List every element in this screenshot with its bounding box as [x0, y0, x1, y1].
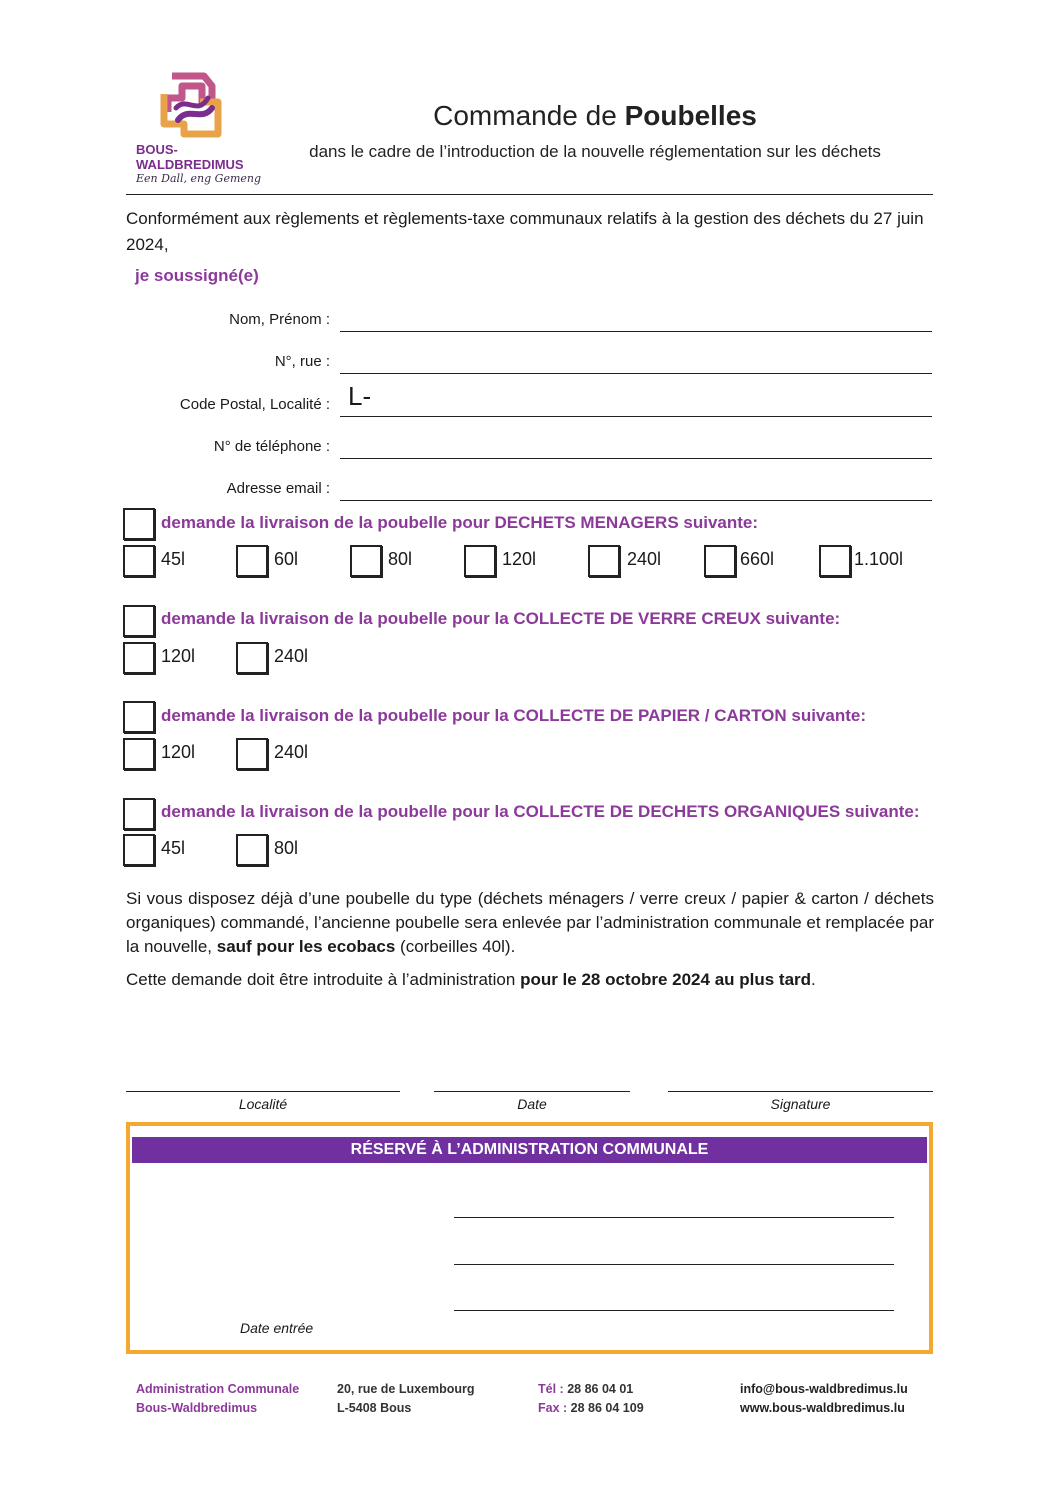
admin-line-3: [454, 1310, 894, 1311]
option-verre-120l-checkbox[interactable]: [123, 642, 155, 674]
logo-text-line1: BOUS-: [136, 142, 178, 157]
signature-line[interactable]: [668, 1091, 933, 1092]
rue-input[interactable]: [340, 373, 932, 374]
code-postal-value: L-: [348, 381, 372, 411]
field-label-code-postal: Code Postal, Localité :: [179, 396, 330, 413]
option-menagers-80l-label: 80l: [388, 549, 413, 569]
option-organiques-45l-label: 45l: [161, 838, 186, 858]
section-menagers-label: demande la livraison de la poubelle pour DECHETS MENAGERS suivante:: [161, 513, 759, 532]
footer-contact: [740, 1380, 908, 1418]
intro-text: Conformément aux règlements et règlements-taxe communaux relatifs à la gestion des déchets du 27 juin 2024,: [126, 209, 924, 254]
admin-line-1: [454, 1217, 894, 1218]
localite-label: Localité: [238, 1096, 288, 1112]
admin-line-2: [454, 1264, 894, 1265]
option-papier-120l-checkbox[interactable]: [123, 738, 155, 770]
section-organiques-label: demande la livraison de la poubelle pour la COLLECTE DE DECHETS ORGANIQUES suivante:: [161, 802, 920, 821]
option-verre-240l-label: 240l: [274, 646, 309, 666]
field-label-email: Adresse email :: [226, 480, 330, 497]
admin-reserved-title: RÉSERVÉ À L’ADMINISTRATION COMMUNALE: [132, 1137, 927, 1163]
option-menagers-45l-label: 45l: [161, 549, 186, 569]
notice-paragraph-1: Si vous disposez déjà d’une poubelle du type (déchets ménagers / verre creux / papier & carton / déchets organiques) commandé, l’ancienne poubelle sera enlevée par l’administration communale et remplacée par la nouvelle, sauf pour les ecobacs (corbeilles 40l).: [126, 889, 934, 956]
option-menagers-80l-checkbox[interactable]: [350, 545, 382, 577]
notice-paragraph-2: Cette demande doit être introduite à l’administration pour le 28 octobre 2024 au plus tard.: [126, 970, 816, 989]
footer-phone-fax: Tél : 28 86 04 01 Fax : 28 86 04 109: [538, 1382, 644, 1415]
option-menagers-1100l-label: 1.100l: [854, 549, 904, 569]
option-verre-120l-label: 120l: [161, 646, 196, 666]
logo-tagline: Een Dall, eng Gemeng: [136, 172, 262, 185]
option-menagers-1100l-checkbox[interactable]: [819, 545, 851, 577]
section-papier-label: demande la livraison de la poubelle pour la COLLECTE DE PAPIER / CARTON suivante:: [161, 706, 867, 725]
option-verre-240l-checkbox[interactable]: [236, 642, 268, 674]
option-menagers-240l-checkbox[interactable]: [588, 545, 620, 577]
section-organiques-checkbox[interactable]: [123, 798, 155, 830]
option-organiques-80l-label: 80l: [274, 838, 299, 858]
option-menagers-660l-label: 660l: [740, 549, 775, 569]
telephone-input[interactable]: [340, 458, 932, 459]
date-signature-line[interactable]: [434, 1091, 630, 1092]
option-organiques-80l-checkbox[interactable]: [236, 834, 268, 866]
section-papier-checkbox[interactable]: [123, 701, 155, 733]
option-papier-120l-label: 120l: [161, 742, 196, 762]
footer-address: 20, rue de Luxembourg L-5408 Bous: [337, 1382, 475, 1415]
footer-website-link[interactable]: www.bous-waldbredimus.lu: [740, 1401, 905, 1415]
field-label-nom: Nom, Prénom :: [229, 311, 330, 328]
section-verre-checkbox[interactable]: [123, 605, 155, 637]
date-entree-label: Date entrée: [240, 1320, 314, 1336]
field-label-rue: N°, rue :: [274, 353, 330, 370]
option-papier-240l-checkbox[interactable]: [236, 738, 268, 770]
option-menagers-120l-label: 120l: [502, 549, 537, 569]
soussigne-label: je soussigné(e): [135, 266, 259, 285]
field-label-telephone: N° de téléphone :: [213, 438, 330, 455]
footer-email-link[interactable]: info@bous-waldbredimus.lu: [740, 1382, 908, 1396]
option-organiques-45l-checkbox[interactable]: [123, 834, 155, 866]
section-verre-label: demande la livraison de la poubelle pour la COLLECTE DE VERRE CREUX suivante:: [161, 609, 841, 628]
page-subtitle: dans le cadre de l’introduction de la nouvelle réglementation sur les déchets: [309, 142, 881, 161]
localite-signature-line[interactable]: [126, 1091, 400, 1092]
code-postal-input[interactable]: [340, 416, 932, 417]
option-menagers-60l-label: 60l: [274, 549, 299, 569]
logo-text-line2: WALDBREDIMUS: [136, 157, 244, 172]
option-menagers-660l-checkbox[interactable]: [704, 545, 736, 577]
nom-prenom-input[interactable]: [340, 331, 932, 332]
date-label: Date: [517, 1096, 547, 1112]
option-menagers-240l-label: 240l: [627, 549, 662, 569]
header-divider: [126, 194, 933, 195]
section-menagers-checkbox[interactable]: [123, 508, 155, 540]
option-menagers-45l-checkbox[interactable]: [123, 545, 155, 577]
option-menagers-120l-checkbox[interactable]: [464, 545, 496, 577]
email-input[interactable]: [340, 500, 932, 501]
option-menagers-60l-checkbox[interactable]: [236, 545, 268, 577]
footer-organization: Administration Communale Bous-Waldbredimus: [136, 1382, 300, 1415]
option-papier-240l-label: 240l: [274, 742, 309, 762]
page-title: Commande de Poubelles: [433, 100, 757, 131]
signature-label: Signature: [770, 1096, 831, 1112]
